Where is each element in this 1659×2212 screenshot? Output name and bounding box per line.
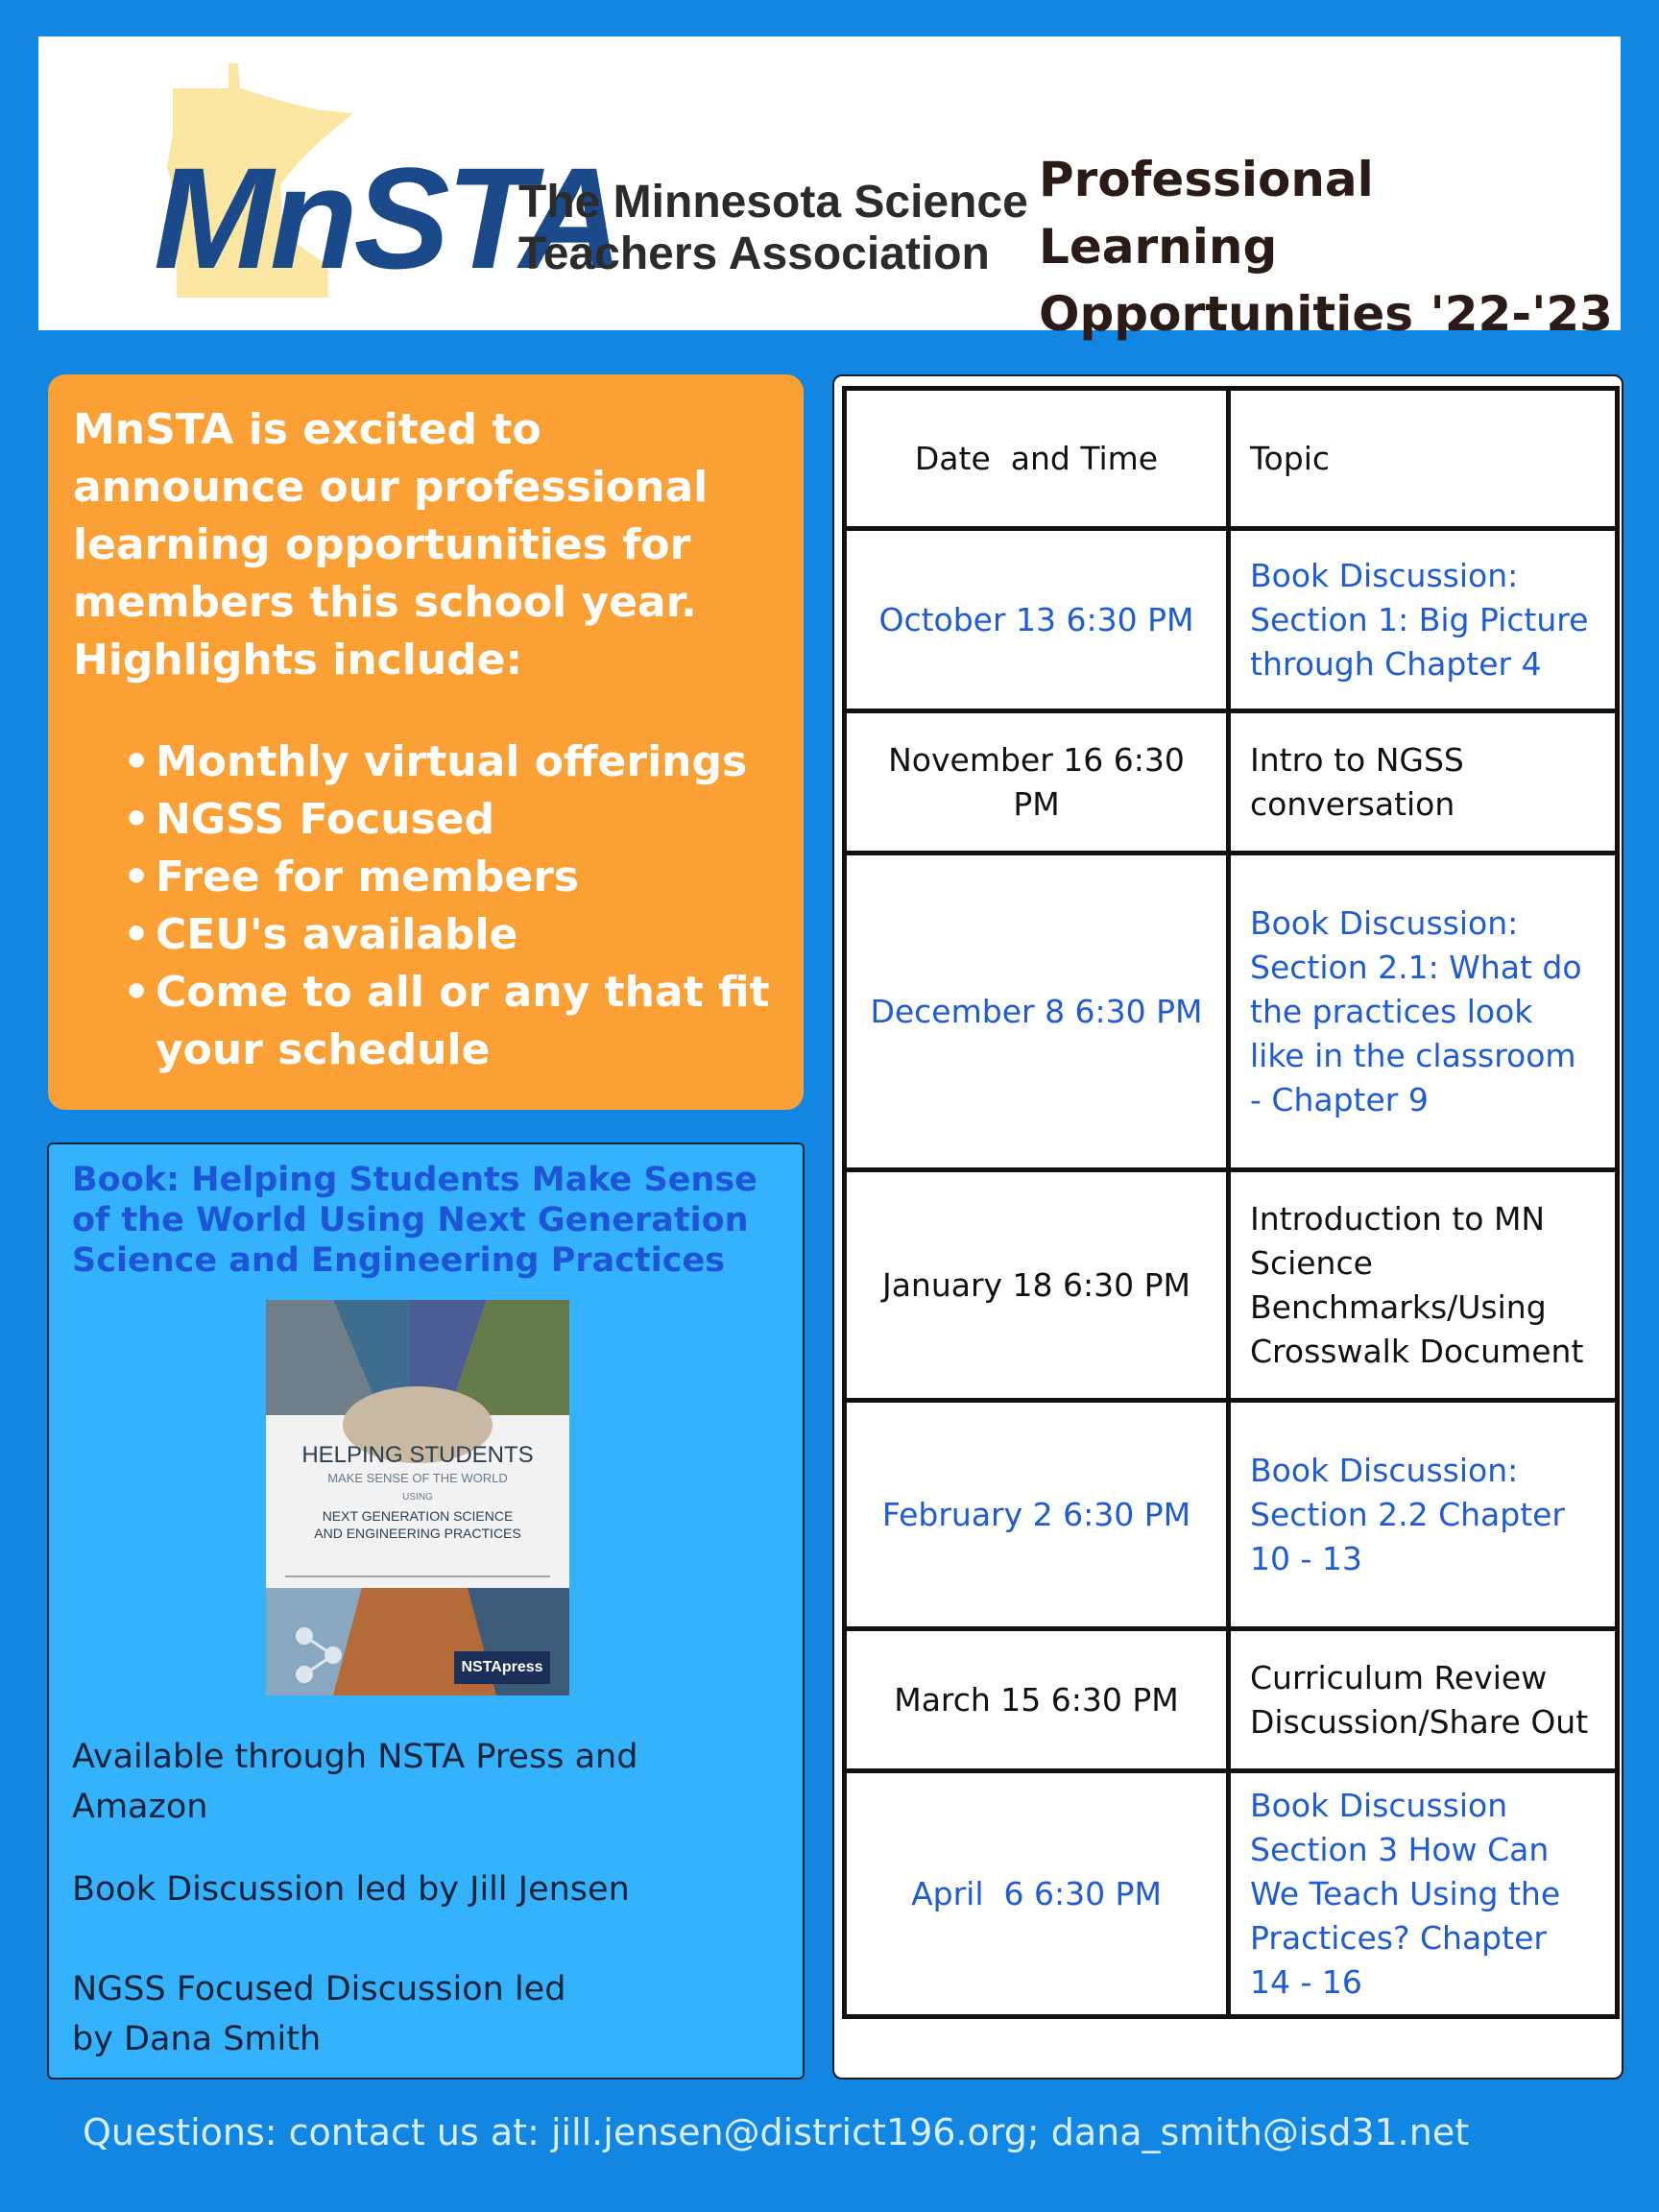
schedule-date: January 18 6:30 PM	[845, 1170, 1229, 1401]
header-date-time: Date and Time	[845, 389, 1229, 529]
schedule-row	[845, 1170, 1618, 1401]
intro-panel	[48, 374, 804, 1110]
schedule-date: April 6 6:30 PM	[845, 1771, 1229, 2017]
highlight-label: NGSS Focused	[156, 795, 495, 844]
logo-org-name-line-1: The Minnesota Science	[518, 177, 1028, 228]
intro-text: MnSTA is excited to announce our professional learning opportunities for members this school year. Highlights include:	[73, 405, 709, 685]
bullet-icon: •	[123, 853, 151, 902]
logo-org-name-line-2: Teachers Association	[518, 228, 990, 279]
schedule-topic: Book Discussion Section 3 How Can We Teach Using the Practices? Chapter 14 - 16	[1229, 1771, 1618, 2017]
highlight-item	[73, 964, 779, 1079]
schedule-row	[845, 1771, 1618, 2017]
schedule-topic: Book Discussion: Section 1: Big Picture through Chapter 4	[1229, 529, 1618, 711]
book-details	[72, 1732, 782, 2064]
logo-abbreviation: MnSTA	[154, 137, 620, 299]
highlight-label: Free for members	[156, 853, 580, 902]
schedule-row	[845, 529, 1618, 711]
footer-contact: Questions: contact us at: jill.jensen@district196.org; dana_smith@isd31.net	[83, 2111, 1470, 2153]
schedule-topic: Book Discussion: Section 2.2 Chapter 10 - 13	[1229, 1401, 1618, 1629]
highlight-label: Monthly virtual offerings	[156, 737, 748, 786]
book-availability: Available through NSTA Press and Amazon	[72, 1738, 638, 1826]
ngss-discussion-leader: NGSS Focused Discussion led by Dana Smith	[72, 1970, 566, 2058]
header-banner	[38, 36, 1621, 342]
schedule-row	[845, 854, 1618, 1170]
schedule-topic: Intro to NGSS conversation	[1229, 711, 1618, 854]
bullet-icon: •	[123, 795, 151, 844]
highlight-item	[73, 791, 779, 849]
book-cover-image	[266, 1300, 569, 1695]
page-title-line-2: Opportunities '22-'23	[1039, 286, 1613, 342]
schedule-date: December 8 6:30 PM	[845, 854, 1229, 1170]
book-panel	[47, 1142, 805, 2080]
highlight-item	[73, 733, 779, 791]
highlight-label: Come to all or any that fit your schedule	[156, 968, 770, 1074]
highlight-item	[73, 906, 779, 964]
schedule-table	[842, 386, 1620, 2019]
cover-title: HELPING STUDENTS	[301, 1442, 534, 1468]
schedule-body	[845, 529, 1618, 2017]
highlight-item	[73, 849, 779, 906]
cover-publisher-logo: NSTApress	[461, 1659, 543, 1675]
schedule-row	[845, 1629, 1618, 1771]
schedule-header-row	[845, 389, 1618, 529]
cover-using: USING	[402, 1492, 433, 1503]
bullet-icon: •	[123, 968, 151, 1017]
header-topic: Topic	[1229, 389, 1618, 529]
schedule-row	[845, 711, 1618, 854]
cover-line-4: AND ENGINEERING PRACTICES	[314, 1526, 521, 1541]
highlights-list	[73, 733, 779, 1079]
bullet-icon: •	[123, 737, 151, 786]
highlight-label: CEU's available	[156, 910, 518, 959]
book-discussion-leader: Book Discussion led by Jill Jensen	[72, 1870, 630, 1909]
schedule-card	[832, 374, 1623, 2080]
schedule-topic: Introduction to MN Science Benchmarks/Using Crosswalk Document	[1229, 1170, 1618, 1401]
bullet-icon: •	[123, 910, 151, 959]
cover-line-3: NEXT GENERATION SCIENCE	[322, 1508, 514, 1524]
schedule-row	[845, 1401, 1618, 1629]
cover-subtitle: MAKE SENSE OF THE WORLD	[327, 1471, 508, 1485]
logo-org-name	[518, 177, 1056, 280]
book-title: Book: Helping Students Make Sense of the World Using Next Generation Science and Engineering Practices	[72, 1161, 757, 1280]
schedule-date: March 15 6:30 PM	[845, 1629, 1229, 1771]
page-title-line-1: Professional Learning	[1039, 152, 1374, 275]
schedule-topic: Book Discussion: Section 2.1: What do the practices look like in the classroom - Chapter 9	[1229, 854, 1618, 1170]
mnsta-logo	[77, 50, 1037, 319]
schedule-date: October 13 6:30 PM	[845, 529, 1229, 711]
schedule-date: February 2 6:30 PM	[845, 1401, 1229, 1629]
schedule-topic: Curriculum Review Discussion/Share Out	[1229, 1629, 1618, 1771]
schedule-date: November 16 6:30 PM	[845, 711, 1229, 854]
page-title	[1039, 146, 1615, 348]
